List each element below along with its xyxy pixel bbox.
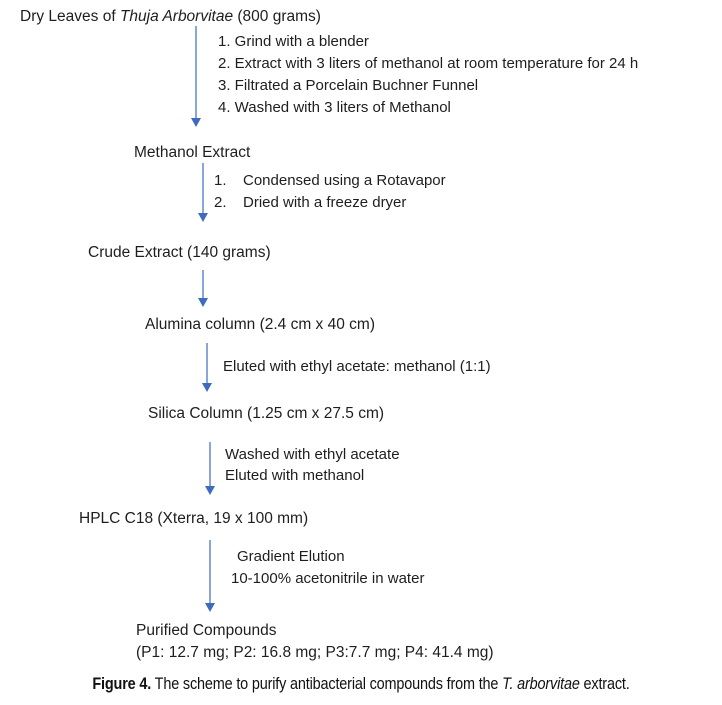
alumina-elution-label: Eluted with ethyl acetate: methanol (1:1) [223, 358, 491, 375]
arrow-stem [209, 442, 211, 486]
arrow-stem [206, 343, 208, 383]
condense-steps-list [214, 170, 446, 214]
condense-step [214, 192, 446, 214]
arrow-down-head [202, 383, 212, 392]
figure-caption-species: T. arborvitae [502, 674, 580, 693]
arrow-down-head [191, 118, 201, 127]
node-alumina-column: Alumina column (2.4 cm x 40 cm) [145, 316, 375, 333]
figure-caption-suffix: extract. [579, 674, 630, 693]
node-silica-column: Silica Column (1.25 cm x 27.5 cm) [148, 405, 385, 422]
figure-caption [0, 674, 722, 694]
arrow-stem [195, 26, 197, 118]
arrow-down-head [205, 486, 215, 495]
hplc-step: Gradient Elution [237, 548, 345, 565]
hplc-step: 10-100% acetonitrile in water [231, 570, 425, 587]
node-dry-leaves-species: Thuja Arborvitae [119, 8, 234, 25]
condense-step-text: Condensed using a Rotavapor [243, 172, 446, 189]
purified-compounds-title: Purified Compounds [136, 622, 277, 639]
arrow-stem [209, 540, 211, 603]
arrow-down-head [205, 603, 215, 612]
silica-steps-label [225, 444, 400, 486]
condense-step-number: 2. [214, 194, 227, 211]
extraction-steps-list [218, 31, 638, 119]
figure-caption-label: Figure 4. [92, 674, 152, 693]
extraction-step: 1. Grind with a blender [218, 33, 369, 50]
condense-step-number: 1. [214, 172, 227, 189]
extraction-step: 4. Washed with 3 liters of Methanol [218, 99, 451, 116]
node-purified-compounds [136, 620, 494, 664]
silica-step: Washed with ethyl acetate [225, 446, 400, 463]
arrow-stem [202, 163, 204, 213]
extraction-step: 2. Extract with 3 liters of methanol at room temperature for 24 h [218, 55, 639, 72]
extraction-step: 3. Filtrated a Porcelain Buchner Funnel [218, 77, 479, 94]
silica-step: Eluted with methanol [225, 467, 365, 484]
node-hplc-column: HPLC C18 (Xterra, 19 x 100 mm) [79, 510, 309, 527]
purified-compounds-yields: (P1: 12.7 mg; P2: 16.8 mg; P3:7.7 mg; P4: 41.4 mg) [136, 644, 494, 661]
node-dry-leaves-suffix: (800 grams) [233, 8, 321, 25]
figure-caption-text [92, 674, 629, 694]
node-methanol-extract: Methanol Extract [134, 144, 251, 161]
arrow-down-head [198, 298, 208, 307]
condense-step-text: Dried with a freeze dryer [243, 194, 407, 211]
node-crude-extract: Crude Extract (140 grams) [88, 244, 271, 261]
arrow-down-head [198, 213, 208, 222]
hplc-steps-label [231, 546, 424, 590]
figure-caption-body: The scheme to purify antibacterial compounds from the [151, 674, 503, 693]
arrow-stem [202, 270, 204, 298]
condense-step [214, 170, 446, 192]
node-dry-leaves [20, 7, 321, 27]
node-dry-leaves-prefix: Dry Leaves of [20, 8, 120, 25]
